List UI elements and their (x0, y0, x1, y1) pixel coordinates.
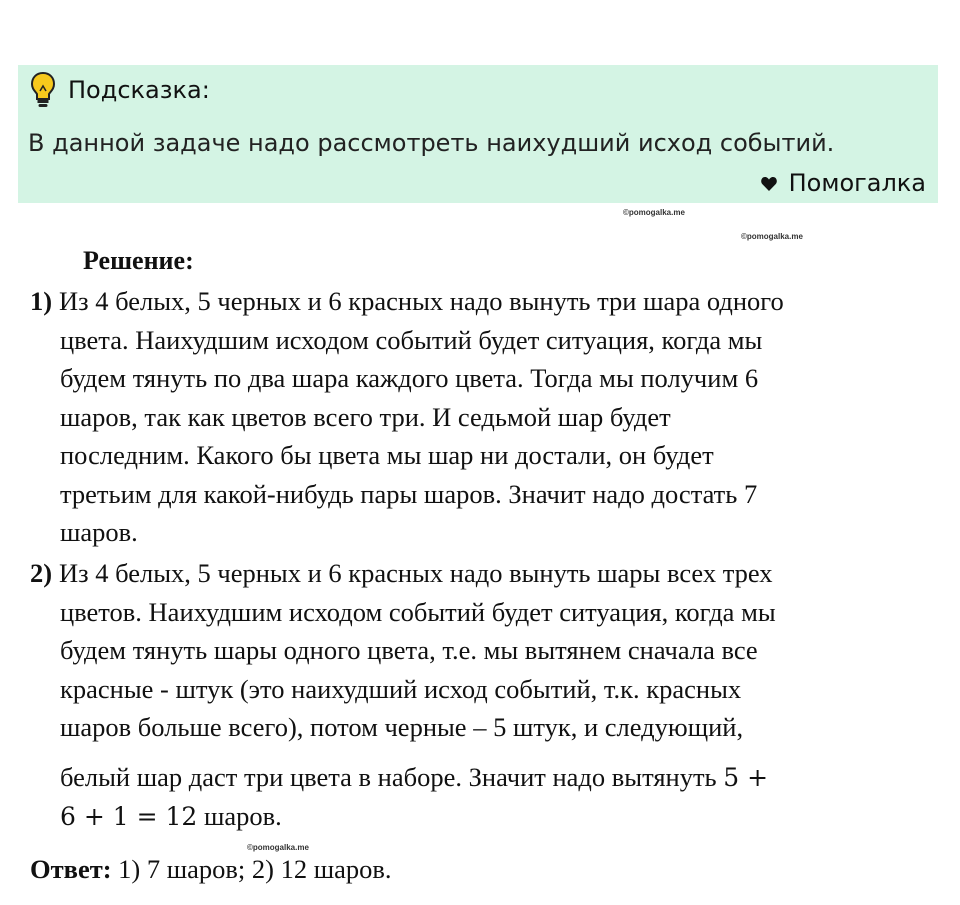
solution-item-1 (30, 282, 930, 552)
text-line: шаров. (60, 517, 138, 547)
hint-box (18, 65, 938, 203)
text-line: третьим для какой-нибудь пары шаров. Значит надо достать 7 (60, 478, 758, 509)
continuation-text: шаров. (197, 801, 282, 831)
item-number: 1) (30, 286, 53, 316)
text-line: Из 4 белых, 5 черных и 6 красных надо вынуть три шара одного (59, 286, 784, 316)
text-line (60, 762, 768, 793)
item-number: 2) (30, 558, 53, 588)
brand (761, 169, 926, 197)
solution-item-2 (30, 554, 930, 747)
lightbulb-icon (30, 71, 56, 109)
heart-icon (761, 176, 777, 191)
solution-title: Решение: (83, 246, 194, 275)
text-line: цветов. Наихудшим исходом событий будет ситуация, когда мы (60, 596, 776, 627)
text-line: цвета. Наихудшим исходом событий будет ситуация, когда мы (60, 324, 763, 355)
text-line (60, 801, 282, 832)
text-line: последним. Какого бы цвета мы шар ни достали, он будет (60, 440, 714, 470)
answer-text: 1) 7 шаров; 2) 12 шаров. (111, 854, 392, 884)
math-expression: 5 + (723, 763, 769, 792)
answer-label: Ответ: (30, 854, 112, 884)
text-line: красные - штук (это наихудший исход событий, т.к. красных (60, 673, 742, 704)
text-line: будем тянуть по два шара каждого цвета. Тогда мы получим 6 (60, 363, 759, 393)
watermark: ©pomogalka.me (623, 208, 685, 217)
math-expression: 6 + 1 = 12 (60, 802, 198, 831)
text-line: шаров, так как цветов всего три. И седьмой шар будет (60, 401, 671, 432)
hint-header (30, 71, 210, 109)
watermark: ©pomogalka.me (741, 232, 803, 241)
hint-text: В данной задаче надо рассмотреть наихудший исход событий. (28, 129, 835, 157)
text-line: будем тянуть шары одного цвета, т.е. мы вытянем сначала все (60, 635, 758, 665)
watermark: ©pomogalka.me (247, 843, 309, 852)
text-line: Из 4 белых, 5 черных и 6 красных надо вынуть шары всех трех (59, 558, 773, 588)
hint-title: Подсказка: (68, 76, 210, 104)
continuation-text: белый шар даст три цвета в наборе. Значит надо вытянуть (60, 762, 724, 792)
brand-name: Помогалка (788, 169, 926, 197)
answer (30, 854, 392, 885)
text-line: шаров больше всего), потом черные – 5 штук, и следующий, (60, 712, 744, 742)
